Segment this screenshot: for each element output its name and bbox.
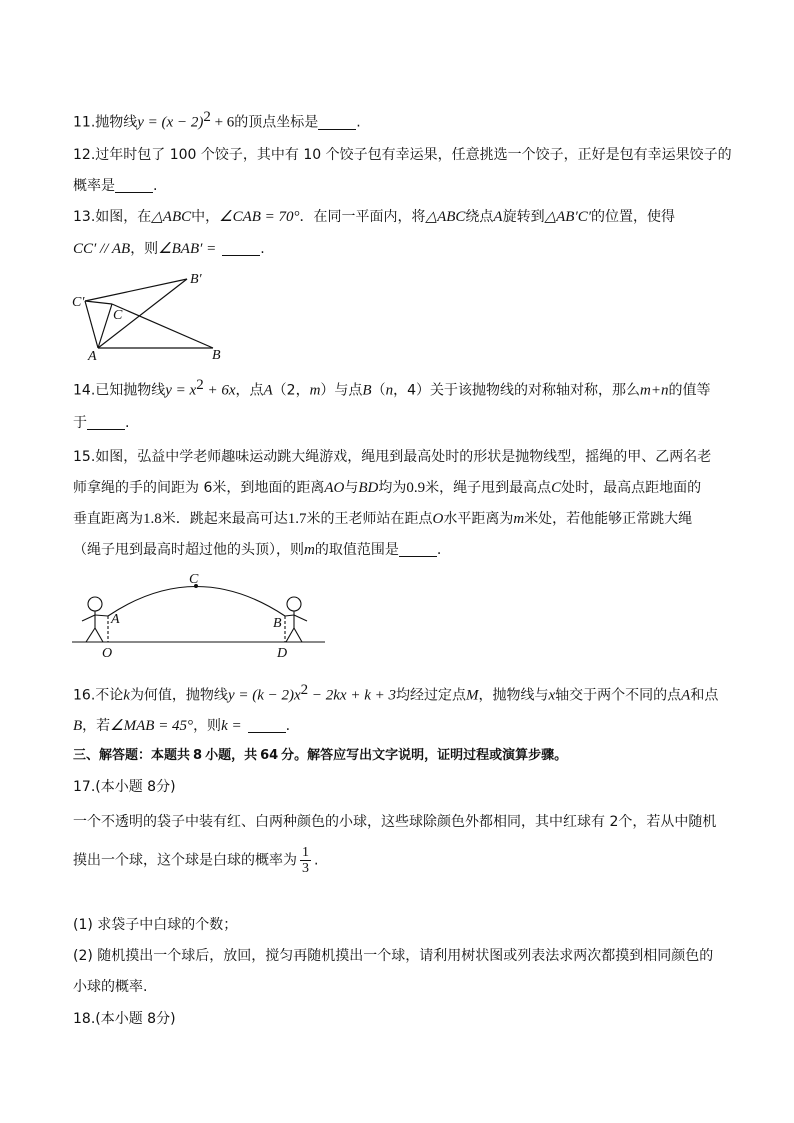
segment-AC <box>98 304 112 348</box>
q11-formula-tail: + 6 <box>210 114 235 131</box>
q12-line-2: 概率是 . <box>73 178 158 194</box>
q17-heading: 17.(本小题 8分) <box>73 779 176 795</box>
question-11: 11.抛物线$y = (x - 2)^2 + 6$的顶点坐标是 . <box>73 109 361 131</box>
q11-lead: 抛物线 <box>95 114 138 131</box>
segment-C-prime-C <box>85 301 112 304</box>
q15-line-1: 15.如图，弘益中学老师趣味运动跳大绳游戏，绳甩到最高处时的形状是抛物线型，摇绳的甲、乙两名老 <box>73 449 712 465</box>
label-B: B <box>273 616 282 631</box>
label-B: B <box>212 348 221 363</box>
q11-exponent: 2 <box>203 109 211 125</box>
q13-answer-blank[interactable] <box>222 241 260 256</box>
rope-parabola <box>108 587 285 617</box>
q12-line-1: 12.过年时包了 100 个饺子，其中有 10 个饺子包有幸运果，任意挑选一个饺子，正好是包有幸运果饺子的 <box>73 147 732 163</box>
q11-text: 的顶点坐标是 <box>234 114 319 131</box>
segment-C-prime-B-prime <box>85 279 187 301</box>
q16-line-1: 16.不论k为何值，抛物线$y = (k - 2)x^2 - 2kx + k + 3$均经过定点M，抛物线与x轴交于两个不同的点A和点 <box>73 682 719 704</box>
label-D: D <box>277 646 288 661</box>
q15-line-2: 师拿绳的手的间距为 6米，到地面的距离AO与BD均为0.9米，绳子甩到最高点C处时，最高点距地面的 <box>73 480 702 496</box>
label-C: C <box>113 308 123 323</box>
q14-answer-blank[interactable] <box>87 415 125 430</box>
q15-line-3: 垂直距离为1.8米．跳起来最高可达1.7米的王老师站在距点O水平距离为m米处，若他能够正常跳大绳 <box>73 511 693 527</box>
q11-formula: y = (x − 2) <box>137 114 204 131</box>
q13-triangle-figure <box>70 268 240 363</box>
q13-line-2: CC′ // AB，则∠BAB′ = . <box>73 241 265 257</box>
person-right <box>285 597 307 642</box>
q11-number: 11. <box>73 114 96 131</box>
fraction-one-third: $\frac{1}{3}$ <box>302 845 309 876</box>
segment-AC-prime <box>85 301 98 348</box>
label-B-prime: B′ <box>190 272 202 287</box>
segment-AB-prime <box>98 279 187 348</box>
q16-line-2: B，若∠MAB = 45°，则k = . <box>73 718 291 734</box>
q16-answer-blank[interactable] <box>248 718 286 733</box>
q17-part-2-line-2: 小球的概率. <box>73 979 148 995</box>
q17-part-2-line-1: (2) 随机摸出一个球后，放回，搅匀再随机摸出一个球，请利用树状图或列表法求两次都摸到相同颜色的 <box>73 948 714 964</box>
q12-answer-blank[interactable] <box>115 178 153 193</box>
q13-line-1: 13.如图，在△ABC中，∠CAB = 70°．在同一平面内，将△ABC绕点A旋转到△AB′C′的位置，使得 <box>73 209 676 225</box>
q14-line-1: 14.已知抛物线$y = x^2 + 6x$，点A（2，m）与点B（n，4）关于该抛物线的对称轴对称，那么m+n的值等 <box>73 377 711 399</box>
label-A: A <box>88 349 97 363</box>
q15-line-4: （绳子甩到最高时超过他的头顶），则m的取值范围是 . <box>73 542 442 558</box>
q15-rope-figure <box>70 570 330 662</box>
label-C: C <box>189 572 199 587</box>
label-C-prime: C′ <box>72 295 85 310</box>
label-A: A <box>111 612 120 627</box>
q17-part-1: (1) 求袋子中白球的个数； <box>73 917 238 933</box>
q14-line-2: 于 . <box>73 415 130 431</box>
label-O: O <box>102 646 113 661</box>
q11-answer-blank[interactable] <box>318 115 356 130</box>
q15-answer-blank[interactable] <box>399 542 437 557</box>
q17-line-2: 摸出一个球，这个球是白球的概率为 $\frac{1}{3}$ . <box>73 845 319 876</box>
section-3-heading: 三、解答题：本题共 8 小题，共 64 分。解答应写出文字说明，证明过程或演算步骤。 <box>73 748 568 763</box>
q18-heading: 18.(本小题 8分) <box>73 1011 176 1027</box>
person-left <box>82 597 108 642</box>
q17-line-1: 一个不透明的袋子中装有红、白两种颜色的小球，这些球除颜色外都相同，其中红球有 2个，若从中随机 <box>73 814 717 830</box>
